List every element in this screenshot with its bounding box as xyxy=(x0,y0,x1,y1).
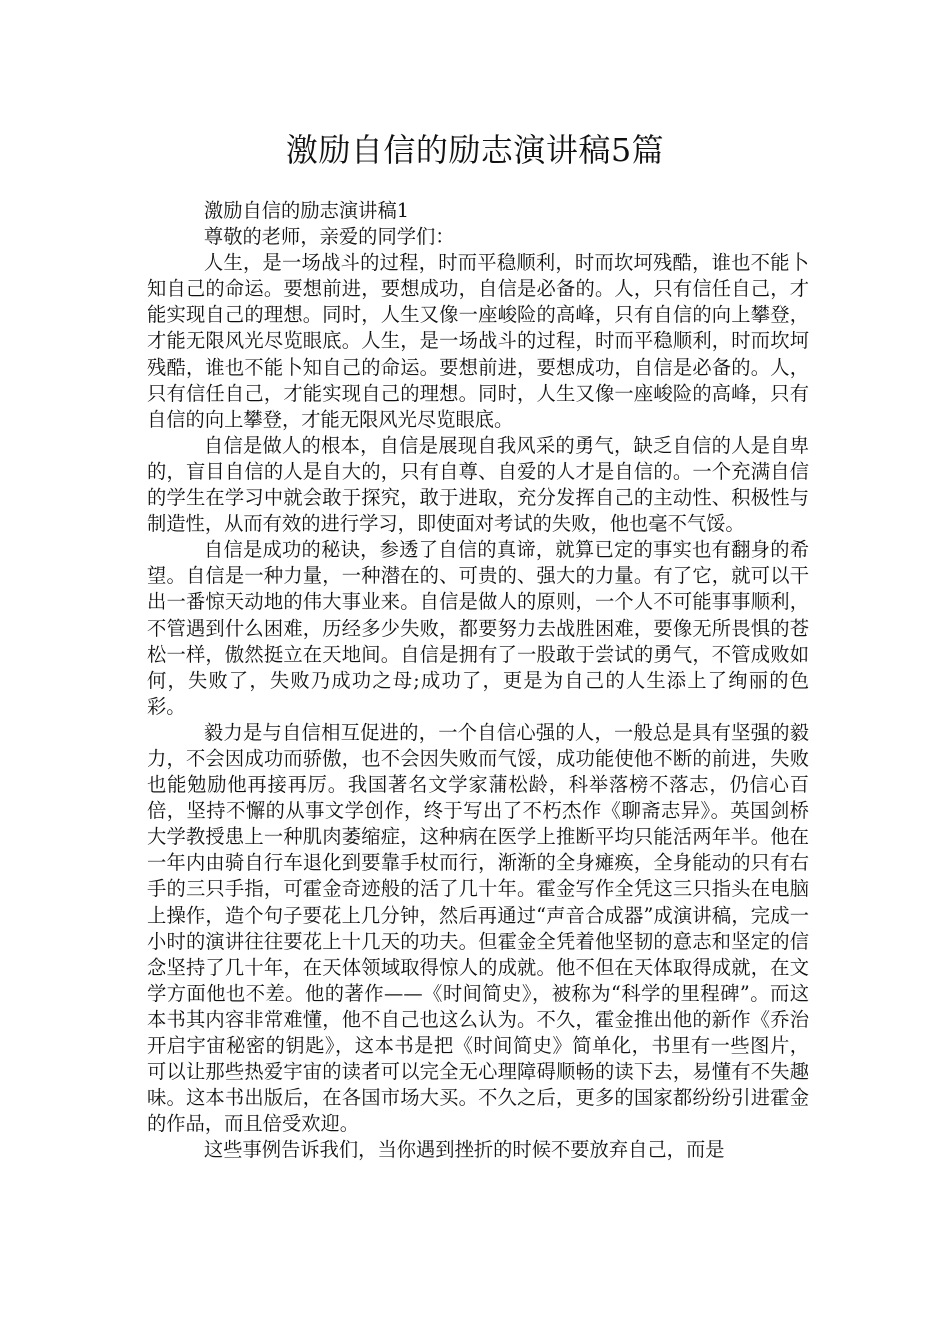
paragraph-conclusion: 这些事例告诉我们，当你遇到挫折的时候不要放弃自己，而是 xyxy=(203,1138,725,1162)
salutation: 尊敬的老师，亲爱的同学们： xyxy=(203,225,455,249)
speech-heading: 激励自信的励志演讲稿1 xyxy=(203,199,410,222)
paragraph-perseverance: 毅力是与自信相互促进的，一个自信心强的人，一般总是具有坚强的毅力，不会因成功而骄傲，也不会因失败而气馁，成功能使他不断的前进，失败也能勉励他再接再厉。我国著名文学家蒲松龄，科举落榜不落志，仍信心百倍，坚持不懈的从事文学创作，终于写出了不朽杰作《聊斋志异》。英国剑桥大学教授患上一种肌肉萎缩症，这种病在医学上推断平均只能活两年半。他在一年内由骑自行车退化到要靠手杖而行，渐渐的全身瘫痪，全身能动的只有右手的三只手指，可霍金奇迹般的活了几十年。霍金写作全凭这三只指头在电脑上操作，造个句子要花上几分钟，然后再通过“声音合成器”成演讲稿，完成一小时的演讲往往要花上十几天的功夫。但霍金全凭着他坚韧的意志和坚定的信念坚持了几十年，在天体领域取得惊人的成就。他不但在天体取得成就，在文学方面他也不差。他的著作——《时间简史》，被称为“科学的里程碑”。而这本书其内容非常难懂，他不自己也这么认为。不久，霍金推出他的新作《乔治开启宇宙秘密的钥匙》，这本书是把《时间简史》简单化，书里有一些图片，可以让那些热爱宇宙的读者可以完全无心理障碍顺畅的读下去，易懂有不失趣味。这本书出版后，在各国市场大买。不久之后，更多的国家都纷纷引进霍金的作品，而且倍受欢迎。 xyxy=(147,720,809,1136)
document-body xyxy=(147,198,809,1163)
paragraph-self-confidence-root: 自信是做人的根本，自信是展现自我风采的勇气，缺乏自信的人是自卑的，盲目自信的人是自大的，只有自尊、自爱的人才是自信的。一个充满自信的学生在学习中就会敢于探究，敢于进取，充分发挥自己的主动性、积极性与制造性，从而有效的进行学习，即使面对考试的失败，他也毫不气馁。 xyxy=(147,433,809,536)
document-title: 激励自信的励志演讲稿5篇 xyxy=(285,131,665,169)
paragraph-confidence-secret: 自信是成功的秘诀，参透了自信的真谛，就算已定的事实也有翻身的希望。自信是一种力量，一种潜在的、可贵的、强大的力量。有了它，就可以干出一番惊天动地的伟大事业来。自信是做人的原则，一个人不可能事事顺利，不管遇到什么困难，历经多少失败，都要努力去战胜困难，要像无所畏惧的苍松一样，傲然挺立在天地间。自信是拥有了一股敢于尝试的勇气，不管成败如何，失败了，失败乃成功之母;成功了，更是为自己的人生添上了绚丽的色彩。 xyxy=(147,538,809,718)
paragraph-life: 人生，是一场战斗的过程，时而平稳顺利，时而坎坷残酷，谁也不能卜知自己的命运。要想前进，要想成功，自信是必备的。人，只有信任自己，才能实现自己的理想。同时，人生又像一座峻险的高峰，只有自信的向上攀登，才能无限风光尽览眼底。人生，是一场战斗的过程，时而平稳顺利，时而坎坷残酷，谁也不能卜知自己的命运。要想前进，要想成功，自信是必备的。人，只有信任自己，才能实现自己的理想。同时，人生又像一座峻险的高峰，只有自信的向上攀登，才能无限风光尽览眼底。 xyxy=(147,251,809,431)
